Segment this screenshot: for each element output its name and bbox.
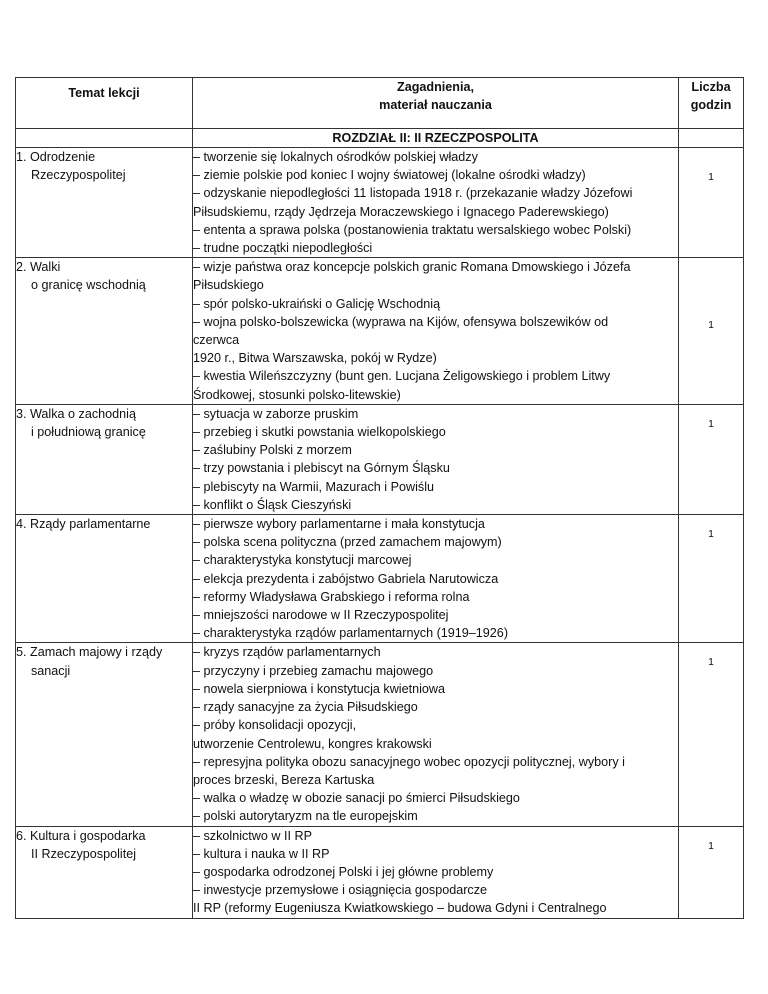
lesson-topic-line: Rzeczypospolitej (31, 168, 126, 183)
content-item (193, 221, 678, 239)
content-item-line: – odzyskanie niepodległości 11 listopada 1918 r. (przekazanie władzy Józefowi (193, 186, 633, 201)
lesson-topic-line: 5. Zamach majowy i rządy (16, 645, 163, 660)
content-item (193, 148, 678, 166)
content-item-line: – gospodarka odrodzonej Polski i jej główne problemy (193, 864, 494, 879)
lesson-hours (679, 826, 744, 918)
content-item (193, 405, 678, 423)
content-item (193, 863, 678, 881)
content-item-line: – ententa a sprawa polska (postanowienia traktatu wersalskiego wobec Polski) (193, 222, 632, 237)
content-item-line: – elekcja prezydenta i zabójstwo Gabriela Narutowicza (193, 571, 499, 586)
lesson-hours-value: 1 (708, 839, 714, 852)
lesson-topic-line: o granicę wschodnią (31, 278, 146, 293)
lesson-hours (679, 404, 744, 514)
content-item-line: – inwestycje przemysłowe i osiągnięcia gospodarcze (193, 883, 487, 898)
content-item-line: proces brzeski, Bereza Kartuska (193, 772, 375, 787)
content-item (193, 496, 678, 514)
lesson-content (193, 258, 679, 405)
content-item-line: – polska scena polityczna (przed zamachem majowym) (193, 535, 502, 550)
content-item-line: – konflikt o Śląsk Cieszyński (193, 497, 352, 512)
content-item-line: – pierwsze wybory parlamentarne i mała konstytucja (193, 517, 485, 532)
content-item-line: – kwestia Wileńszczyzny (bunt gen. Lucjana Żeligowskiego i problem Litwy (193, 369, 611, 384)
content-item-line: – sytuacja w zaborze pruskim (193, 406, 359, 421)
lesson-hours-value: 1 (708, 528, 714, 541)
content-item-line: – wojna polsko-bolszewicka (wyprawa na Kijów, ofensywa bolszewików od (193, 314, 609, 329)
content-item-line: – represyjna polityka obozu sanacyjnego wobec opozycji politycznej, wybory i (193, 754, 625, 769)
content-item (193, 624, 678, 642)
lesson-topic-line: 6. Kultura i gospodarka (16, 828, 146, 843)
lesson-content (193, 404, 679, 514)
content-item (193, 716, 678, 752)
lesson-topic (16, 258, 193, 405)
lesson-row (16, 643, 744, 826)
lesson-hours (679, 643, 744, 826)
lesson-content (193, 826, 679, 918)
content-item (193, 515, 678, 533)
content-item-line: 1920 r., Bitwa Warszawska, pokój w Rydze) (193, 351, 437, 366)
content-item (193, 295, 678, 313)
content-item-line: czerwca (193, 333, 240, 348)
content-item (193, 662, 678, 680)
header-content-line1: Zagadnienia, (397, 80, 474, 94)
lesson-topic-line: 2. Walki (16, 260, 61, 275)
content-item-line: – charakterystyka rządów parlamentarnych (1919–1926) (193, 626, 509, 641)
lesson-row (16, 148, 744, 258)
content-item (193, 881, 678, 917)
content-item-line: Piłsudskiemu, rządy Jędrzeja Moraczewskiego i Ignacego Paderewskiego) (193, 204, 609, 219)
content-item (193, 551, 678, 569)
lesson-hours (679, 148, 744, 258)
content-item (193, 570, 678, 588)
chapter-spacer (679, 129, 744, 148)
content-item-line: Środkowej, stosunki polsko-litewskie) (193, 387, 401, 402)
content-item-line: – spór polsko-ukraiński o Galicję Wschodnią (193, 296, 441, 311)
lesson-topic-line: 3. Walka o zachodnią (16, 406, 136, 421)
lesson-hours-value: 1 (708, 656, 714, 669)
chapter-row (16, 129, 744, 148)
content-item-line: – tworzenie się lokalnych ośrodków polskiej władzy (193, 150, 478, 164)
content-item (193, 478, 678, 496)
content-item (193, 827, 678, 845)
chapter-spacer (16, 129, 193, 148)
content-item-line: – rządy sanacyjne za życia Piłsudskiego (193, 700, 418, 715)
lesson-topic-line: 1. Odrodzenie (16, 150, 96, 164)
lesson-row (16, 258, 744, 405)
content-item-line: – charakterystyka konstytucji marcowej (193, 553, 412, 568)
content-item (193, 789, 678, 807)
header-hours (679, 78, 744, 129)
header-content-line2: materiał nauczania (379, 98, 492, 113)
lesson-topic-line: II Rzeczypospolitej (31, 846, 136, 861)
content-item-line: – reformy Władysława Grabskiego i reforma rolna (193, 589, 470, 604)
header-hours-line1: Liczba (691, 80, 731, 94)
content-item (193, 258, 678, 294)
lesson-hours (679, 258, 744, 405)
content-item-line: Piłsudskiego (193, 278, 264, 293)
header-topic: Temat lekcji (16, 78, 193, 129)
lesson-topic-line: i południową granicę (31, 425, 146, 440)
lesson-hours-value: 1 (708, 417, 714, 430)
content-item (193, 459, 678, 477)
content-item (193, 606, 678, 624)
lesson-topic (16, 826, 193, 918)
lesson-content (193, 148, 679, 258)
lesson-row (16, 515, 744, 643)
content-item-line: – kultura i nauka w II RP (193, 846, 330, 861)
content-item-line: – wizje państwa oraz koncepcje polskich granic Romana Dmowskiego i Józefa (193, 260, 631, 275)
lesson-row (16, 404, 744, 514)
content-item-line: – przyczyny i przebieg zamachu majowego (193, 663, 434, 678)
content-item (193, 845, 678, 863)
lesson-topic (16, 643, 193, 826)
content-item-line: – polski autorytaryzm na tle europejskim (193, 809, 418, 824)
content-item-line: – zaślubiny Polski z morzem (193, 443, 352, 458)
chapter-title: ROZDZIAŁ II: II RZECZPOSPOLITA (193, 129, 679, 148)
content-item (193, 441, 678, 459)
header-hours-line2: godzin (690, 98, 732, 113)
content-item (193, 680, 678, 698)
content-item (193, 184, 678, 220)
lesson-topic (16, 515, 193, 643)
content-item (193, 313, 678, 368)
content-item-line: – plebiscyty na Warmii, Mazurach i Powiślu (193, 479, 434, 494)
table-header-row (16, 78, 744, 129)
content-item-line: – próby konsolidacji opozycji, (193, 718, 357, 733)
header-content (193, 78, 679, 129)
lesson-hours (679, 515, 744, 643)
content-item-line: – trzy powstania i plebiscyt na Górnym Śląsku (193, 461, 450, 476)
content-item (193, 367, 678, 403)
lesson-topic (16, 148, 193, 258)
content-item-line: – szkolnictwo w II RP (193, 828, 312, 843)
content-item (193, 239, 678, 257)
content-item (193, 423, 678, 441)
lesson-topic-line: 4. Rządy parlamentarne (16, 517, 151, 532)
content-item-line: – walka o władzę w obozie sanacji po śmierci Piłsudskiego (193, 791, 520, 806)
content-item-line: utworzenie Centrolewu, kongres krakowski (193, 736, 432, 751)
lesson-hours-value: 1 (708, 319, 714, 332)
lesson-topic-line: sanacji (31, 663, 71, 678)
content-item (193, 753, 678, 789)
content-item (193, 807, 678, 825)
content-item (193, 166, 678, 184)
content-item (193, 698, 678, 716)
content-item-line: – przebieg i skutki powstania wielkopolskiego (193, 425, 446, 440)
content-item (193, 533, 678, 551)
content-item (193, 588, 678, 606)
lesson-row (16, 826, 744, 918)
content-item-line: – trudne początki niepodległości (193, 241, 373, 256)
lesson-hours-value: 1 (708, 171, 714, 183)
content-item-line: II RP (reformy Eugeniusza Kwiatkowskiego – budowa Gdyni i Centralnego (193, 901, 607, 916)
content-item (193, 643, 678, 661)
lesson-content (193, 643, 679, 826)
content-item-line: – mniejszości narodowe w II Rzeczypospolitej (193, 608, 449, 623)
content-item-line: – nowela sierpniowa i konstytucja kwietniowa (193, 681, 446, 696)
content-item-line: – kryzys rządów parlamentarnych (193, 645, 381, 660)
lesson-content (193, 515, 679, 643)
content-item-line: – ziemie polskie pod koniec I wojny światowej (lokalne ośrodki władzy) (193, 168, 586, 183)
lesson-topic (16, 404, 193, 514)
curriculum-table (15, 77, 744, 919)
